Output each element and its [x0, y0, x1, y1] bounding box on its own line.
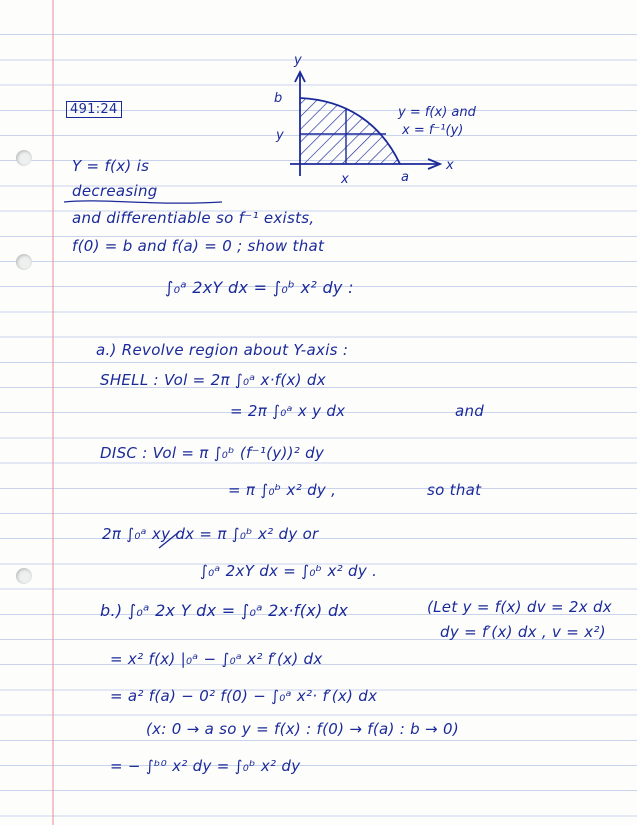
- x-axis-label: x: [446, 158, 454, 173]
- binder-hole: [16, 150, 32, 166]
- b-label: b: [274, 91, 283, 106]
- y-axis-label: y: [294, 53, 302, 68]
- part-a-equation: 2π ∫₀ᵃ xy dx = π ∫₀ᵇ x² dy or: [102, 525, 319, 543]
- part-a-shell: SHELL : Vol = 2π ∫₀ᵃ x·f(x) dx: [100, 371, 326, 389]
- binder-hole: [16, 254, 32, 270]
- part-b-sub-1: (Let y = f(x) dv = 2x dx: [427, 598, 612, 616]
- part-b-line-1: b.) ∫₀ᵃ 2x Y dx = ∫₀ᵃ 2x·f(x) dx: [100, 601, 349, 620]
- pi-cancel-mark: [155, 530, 185, 550]
- region-graph: [250, 52, 550, 192]
- a-label: a: [401, 170, 409, 185]
- graph-note-2: x = f⁻¹(y): [402, 123, 464, 138]
- intro-line-3: and differentiable so f⁻¹ exists,: [72, 209, 315, 227]
- intro-line-1: Y = f(x) is: [72, 157, 150, 175]
- part-a-disc-2: = π ∫₀ᵇ x² dy ,: [228, 481, 337, 499]
- part-a-so-that: so that: [427, 481, 482, 499]
- part-b-sub-2: dy = f′(x) dx , v = x²): [440, 623, 606, 641]
- part-a-line-1: a.) Revolve region about Y-axis :: [96, 341, 349, 359]
- graph-note-1: y = f(x) and: [398, 105, 476, 120]
- shaded-region: [300, 98, 400, 164]
- part-a-result: ∫₀ᵃ 2xY dx = ∫₀ᵇ x² dy .: [200, 562, 378, 580]
- x-mark-label: x: [341, 172, 349, 187]
- part-b-line-3: = a² f(a) − 0² f(0) − ∫₀ᵃ x²· f′(x) dx: [110, 687, 378, 705]
- part-b-note: (x: 0 → a so y = f(x) : f(0) → f(a) : b → 0): [146, 720, 459, 738]
- binder-hole: [16, 568, 32, 584]
- y-mark-label: y: [276, 128, 284, 143]
- intro-claim: ∫₀ᵃ 2xY dx = ∫₀ᵇ x² dy :: [165, 278, 354, 297]
- part-a-and: and: [455, 402, 485, 420]
- part-a-shell-2: = 2π ∫₀ᵃ x y dx: [230, 402, 346, 420]
- decreasing-underline: [62, 196, 232, 210]
- problem-id-box: 491:24: [66, 101, 122, 118]
- part-a-disc: DISC : Vol = π ∫₀ᵇ (f⁻¹(y))² dy: [100, 444, 325, 462]
- part-b-line-2: = x² f(x) |₀ᵃ − ∫₀ᵃ x² f′(x) dx: [110, 650, 323, 668]
- part-b-result: = − ∫ᵇ⁰ x² dy = ∫₀ᵇ x² dy: [110, 757, 301, 775]
- intro-line-4: f(0) = b and f(a) = 0 ; show that: [72, 237, 325, 255]
- intro-line-2: decreasing: [72, 182, 158, 200]
